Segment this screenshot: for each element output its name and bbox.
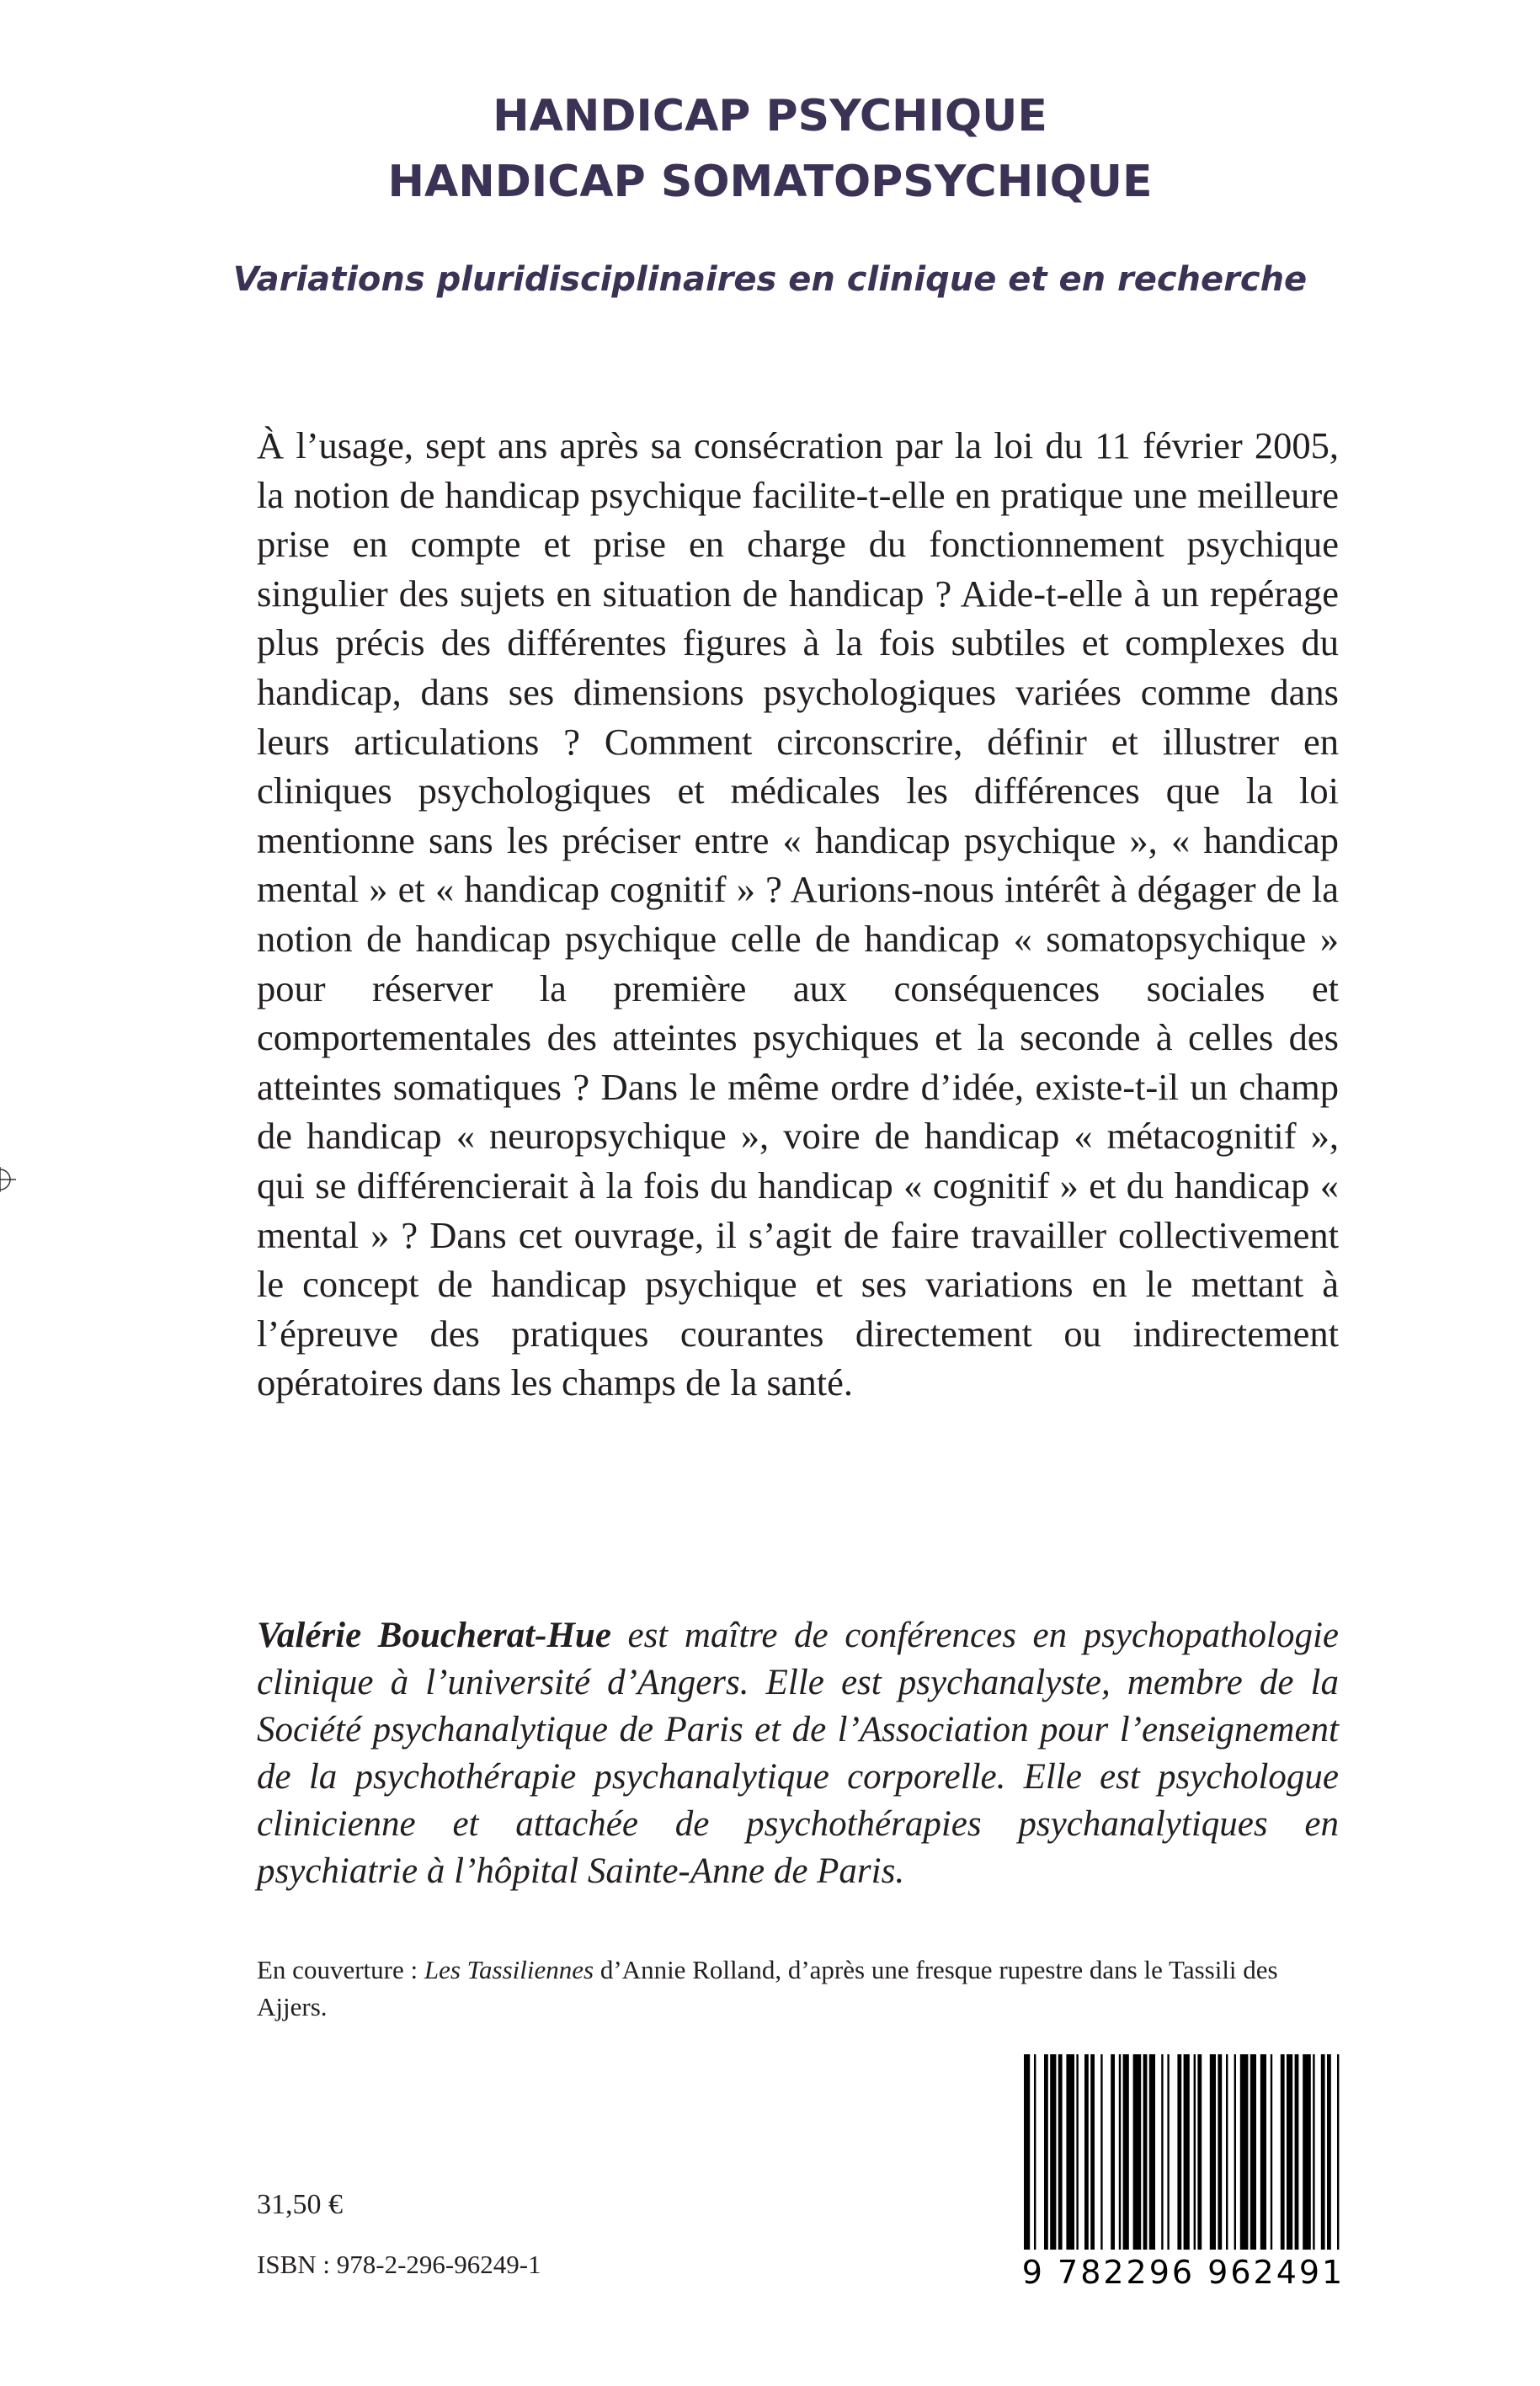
barcode-bar	[1313, 2054, 1314, 2250]
barcode-bar	[1084, 2054, 1089, 2250]
barcode-bar	[1161, 2054, 1163, 2250]
barcode-bar	[1184, 2054, 1190, 2250]
summary-paragraph: À l’usage, sept ans après sa consécration par la loi du 11 février 2005, la notion de handicap psychique facilite-t-elle en pratique une meilleure prise en compte et prise en charge du fonctionnement psychique singulier des sujets en situation de handicap ? Aide-t-elle à un repérage plus précis des différentes figures à la fois subtiles et complexes du handicap, dans ses dimensions psychologiques variées comme dans leurs articulations ? Comment circonscrire, définir et illustrer en cliniques psychologiques et médicales les différences que la loi mentionne sans les préciser entre « handicap psychique », « handicap mental » et « handicap cognitif » ? Aurions-nous intérêt à dégager de la notion de handicap psychique celle de handicap « somatopsychique » pour réserver la première aux conséquences sociales et comportementales des atteintes psychiques et la seconde à celles des atteintes somatiques ? Dans le même ordre d’idée, existe-t-il un champ de handicap « neuropsychique », voire de handicap « métacognitif », qui se différencierait à la fois du handicap « cognitif » et du handicap « mental » ? Dans cet ouvrage, il s’agit de faire travailler collectivement le concept de handicap psychique et ses variations en le mettant à l’épreuve des pratiques courantes directement ou indirectement opératoires dans les champs de la santé.	[257, 424, 1339, 1404]
barcode-bar	[1024, 2054, 1030, 2250]
barcode-bar	[1133, 2054, 1142, 2250]
registration-mark-icon	[0, 1164, 16, 1196]
barcode-bar	[1250, 2054, 1256, 2250]
isbn: ISBN : 978-2-296-96249-1	[257, 2250, 541, 2279]
barcode-bar	[1167, 2054, 1169, 2250]
author-bio-text: est maître de conférences en psychopathologie clinique à l’université d’Angers. Elle est psychanalyste, membre de la Société psychanalytique de Paris et de l’Association pour l’enseignement de la psychothérapie psychanalytique corporelle. Elle est psychologue clinicienne et attachée de psychothérapies psychanalytiques en psychiatrie à l’hôpital Sainte-Anne de Paris.	[257, 1616, 1340, 1891]
author-bio	[257, 1612, 1339, 1895]
barcode-bar	[1177, 2054, 1181, 2250]
author-name: Valérie Boucherat-Hue	[257, 1616, 611, 1655]
barcode-bar	[1044, 2054, 1048, 2250]
price: 31,50 €	[257, 2189, 343, 2220]
title-line-1: HANDICAP PSYCHIQUE	[493, 91, 1047, 141]
barcode-bar	[1295, 2054, 1299, 2250]
barcode-bar	[1111, 2054, 1115, 2250]
barcode-bar	[1234, 2054, 1236, 2250]
cover-credit-work: Les Tassiliennes	[424, 1955, 594, 1984]
barcode-bar	[1123, 2054, 1129, 2250]
subtitle: Variations pluridisciplinaires en clinique et en recherche	[232, 260, 1308, 299]
barcode-bar	[1034, 2054, 1036, 2250]
barcode-bar	[1119, 2054, 1121, 2250]
barcode-bar	[1149, 2054, 1155, 2250]
barcode-bar	[1066, 2054, 1074, 2250]
barcode	[1017, 2054, 1350, 2294]
barcode-bar	[1260, 2054, 1266, 2250]
cover-credit-prefix: En couverture :	[257, 1955, 424, 1984]
barcode-bar	[1287, 2054, 1292, 2250]
barcode-bar	[1337, 2054, 1339, 2250]
barcode-bar	[1271, 2054, 1272, 2250]
barcode-bar	[1226, 2054, 1228, 2250]
barcode-bar	[1210, 2054, 1216, 2250]
barcode-bar	[1050, 2054, 1056, 2250]
barcode-bar	[1281, 2054, 1285, 2250]
barcode-bar	[1303, 2054, 1311, 2250]
barcode-bar	[1143, 2054, 1148, 2250]
barcode-bar	[1100, 2054, 1102, 2250]
barcode-bar	[1090, 2054, 1095, 2250]
barcode-bar	[1197, 2054, 1202, 2250]
barcode-bar	[1321, 2054, 1325, 2250]
cover-credit-suffix: d’Annie Rolland, d’après une fresque rupestre dans le Tassili des Ajjers.	[257, 1955, 1278, 2021]
barcode-bar	[1327, 2054, 1331, 2250]
barcode-bar	[1194, 2054, 1196, 2250]
title-line-2: HANDICAP SOMATOPSYCHIQUE	[387, 157, 1153, 207]
barcode-digits: 9 782296 962491	[1021, 2254, 1346, 2291]
barcode-bar	[1058, 2054, 1063, 2250]
barcode-bars	[1017, 2054, 1350, 2250]
barcode-bar	[1218, 2054, 1222, 2250]
barcode-bar	[1076, 2054, 1078, 2250]
barcode-bar	[1240, 2054, 1249, 2250]
cover-credit	[257, 1952, 1339, 2026]
